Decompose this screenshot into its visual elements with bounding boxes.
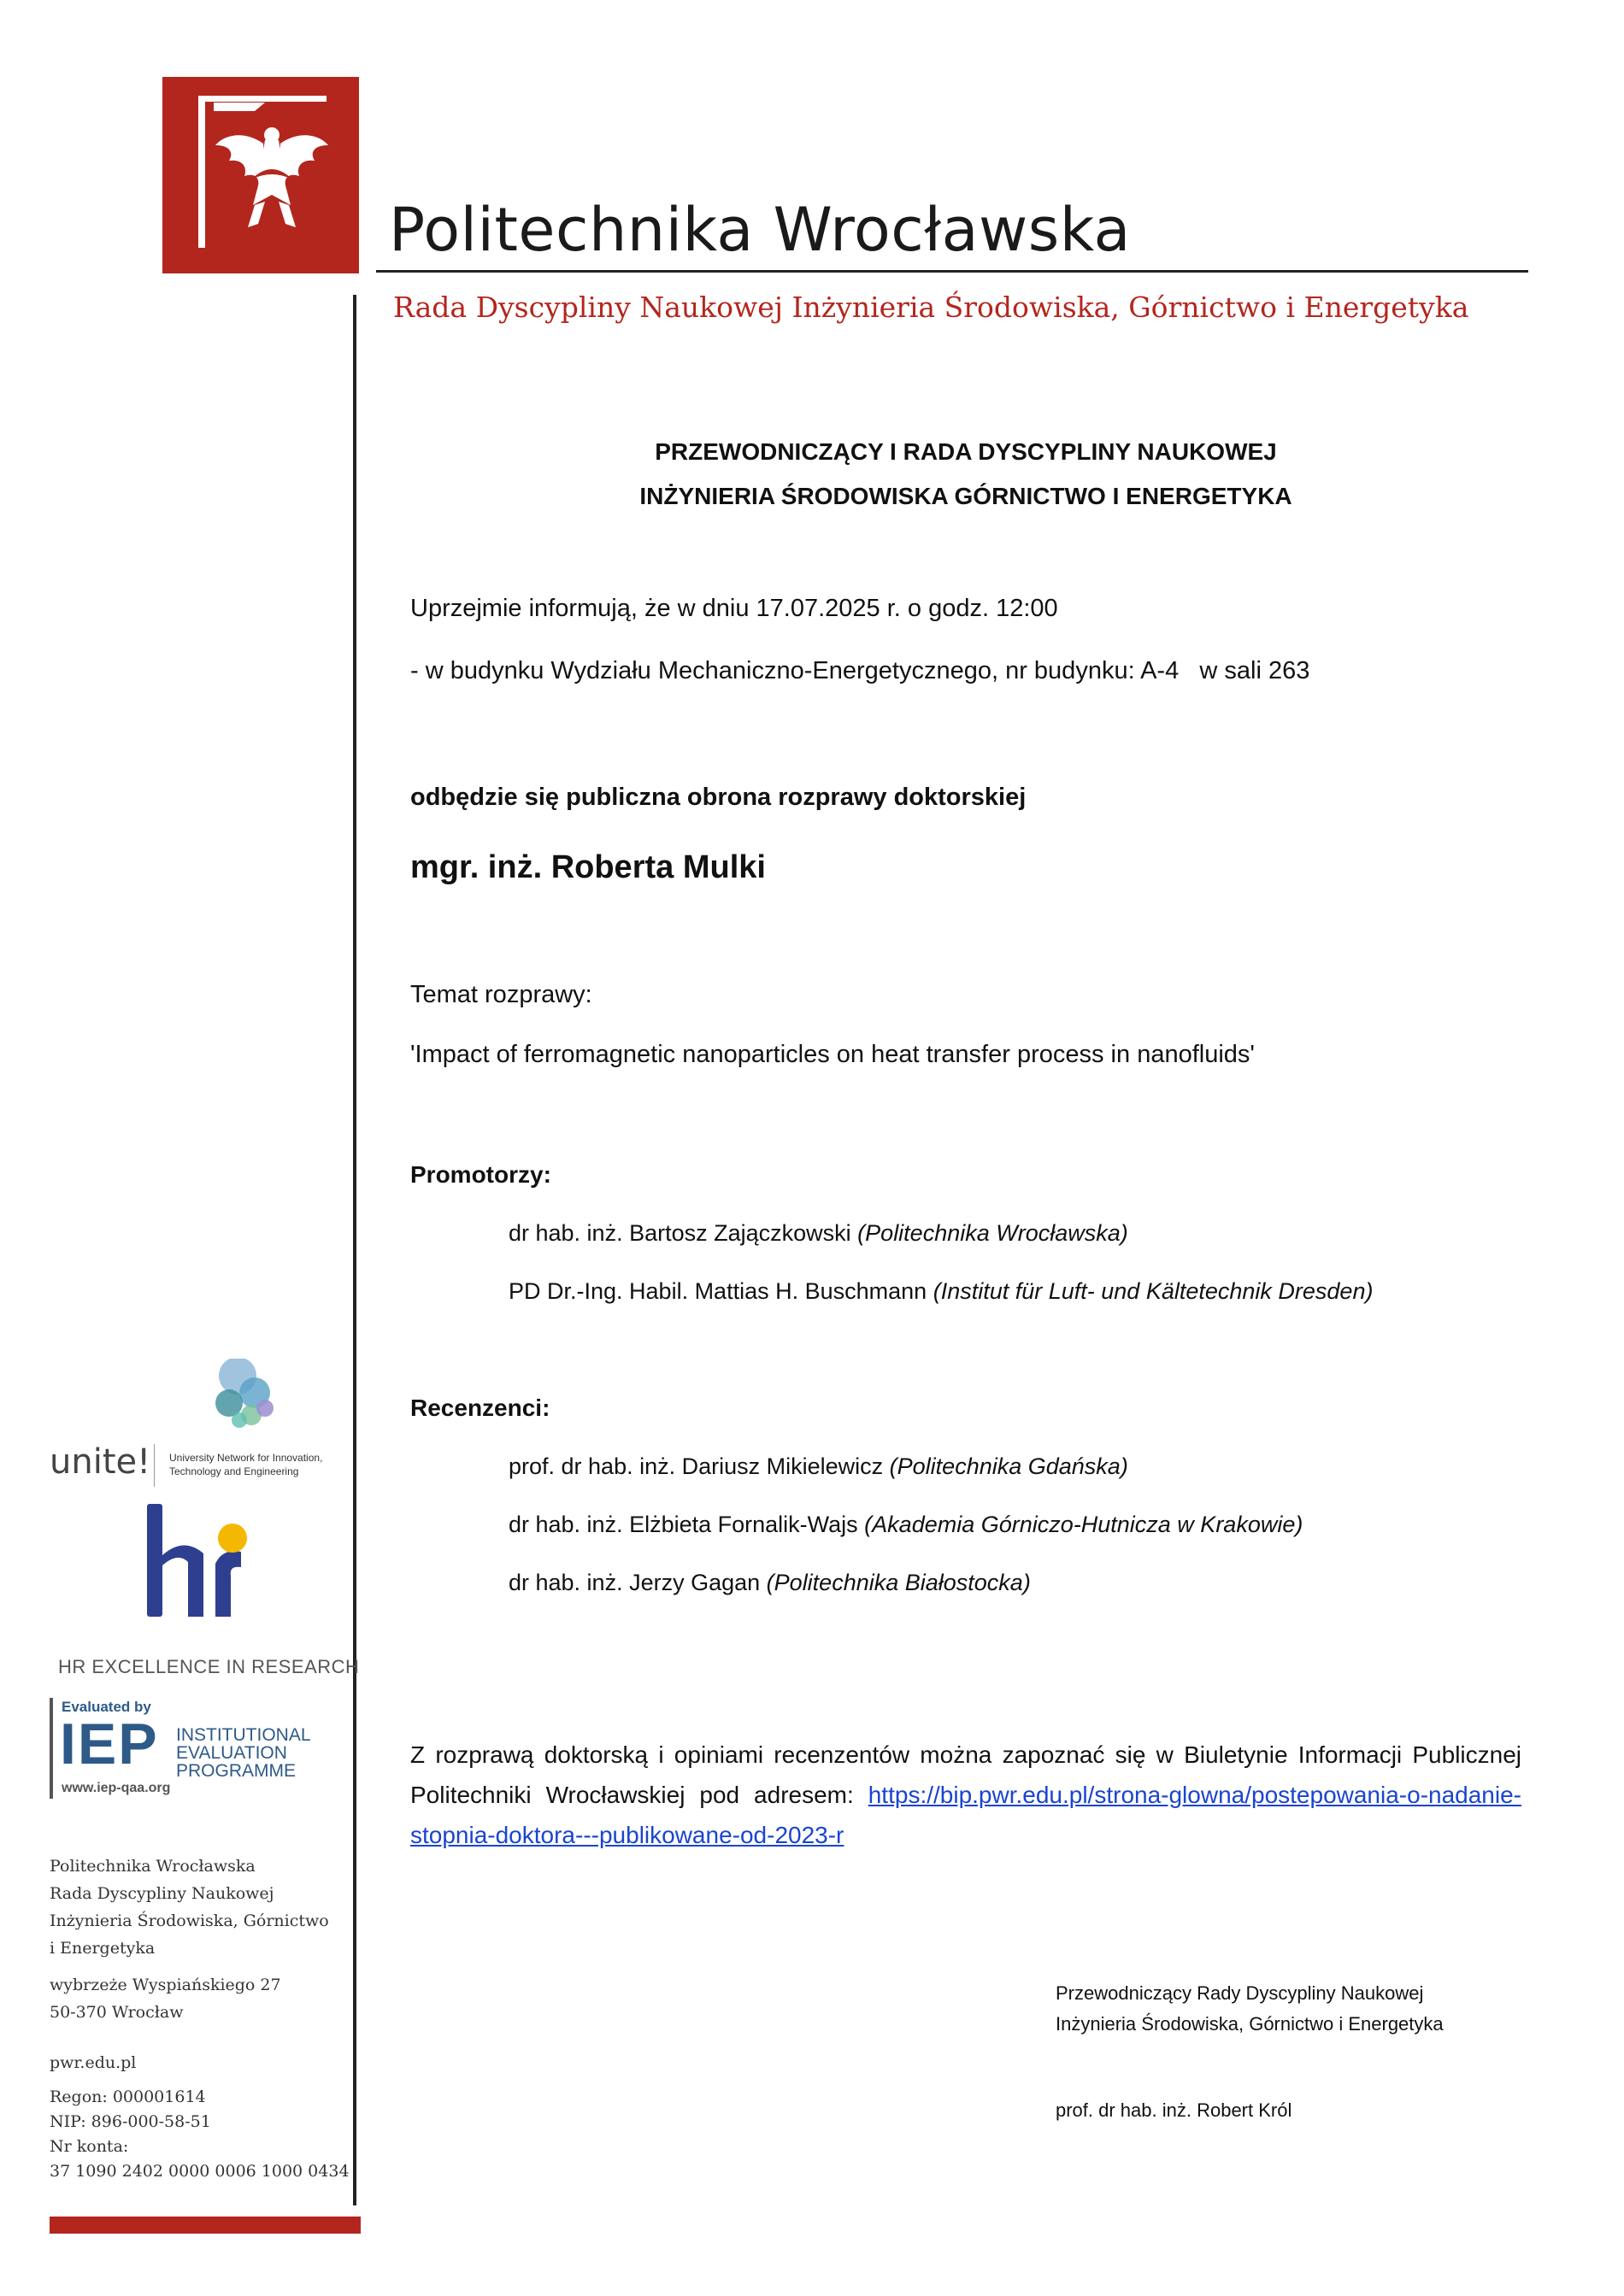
closing-paragraph	[410, 1735, 1521, 1855]
promoter-item	[509, 1276, 1373, 1307]
document-heading	[410, 430, 1521, 519]
reviewer-item	[509, 1567, 1031, 1598]
promoter-affiliation: (Politechnika Wrocławska)	[857, 1220, 1128, 1246]
iep-frame	[50, 1698, 53, 1799]
signer-title-line-2: Inżynieria Środowiska, Górnictwo i Energetyka	[1056, 2013, 1444, 2035]
address-org-line-1: Politechnika Wrocławska	[50, 1857, 256, 1876]
unite-description	[169, 1451, 357, 1478]
signer-title-line-1: Przewodniczący Rady Dyscypliny Naukowej	[1056, 1982, 1424, 2004]
announcement-location: - w budynku Wydziału Mechaniczno-Energetycznego, nr budynku: A-4 w sali 263	[410, 657, 1310, 684]
heading-line-1: PRZEWODNICZĄCY I RADA DYSCYPLINY NAUKOWEJ	[655, 438, 1277, 465]
promoter-item	[509, 1218, 1128, 1248]
unite-desc-line-2: Technology and Engineering	[169, 1465, 299, 1477]
candidate-name: mgr. inż. Roberta Mulki	[410, 849, 766, 885]
signer-title	[1056, 1978, 1444, 2040]
promoter-name: dr hab. inż. Bartosz Zajączkowski	[509, 1220, 851, 1246]
reviewer-affiliation: (Politechnika Białostocka)	[766, 1570, 1031, 1595]
council-name: Rada Dyscypliny Naukowej Inżynieria Środowiska, Górnictwo i Energetyka	[393, 291, 1469, 324]
address-org-line-3: Inżynieria Środowiska, Górnictwo	[50, 1911, 329, 1930]
reviewer-affiliation: (Politechnika Gdańska)	[889, 1453, 1128, 1479]
address-street: wybrzeże Wyspiańskiego 27	[50, 1976, 281, 1994]
address-city: 50-370 Wrocław	[50, 2003, 184, 2022]
closing-text: Z rozprawą doktorską i opiniami recenzentów można zapoznać się w Biuletynie Informacji Publicznej Politechniki Wrocławskiej pod adresem:	[410, 1741, 1521, 1808]
address-nip: NIP: 896-000-58-51	[50, 2112, 211, 2131]
announcement-date: Uprzejmie informują, że w dniu 17.07.2025 r. o godz. 12:00	[410, 595, 1058, 622]
topic-label: Temat rozprawy:	[410, 981, 592, 1008]
reviewers-heading: Recenzenci:	[410, 1395, 550, 1421]
address-website: pwr.edu.pl	[50, 2053, 137, 2072]
promoter-name: PD Dr.-Ing. Habil. Mattias H. Buschmann	[509, 1278, 927, 1304]
defense-statement: odbędzie się publiczna obrona rozprawy doktorskiej	[410, 784, 1027, 811]
bip-link[interactable]: https://bip.pwr.edu.pl/strona-glowna/postepowania-o-nadanie-stopnia-doktora---publikowane-od-2023-r	[410, 1782, 1521, 1848]
promoter-affiliation: (Institut für Luft- und Kältetechnik Dresden)	[933, 1278, 1374, 1304]
reviewer-name: dr hab. inż. Elżbieta Fornalik-Wajs	[509, 1512, 858, 1537]
iep-programme-name	[176, 1726, 311, 1780]
reviewer-affiliation: (Akademia Górniczo-Hutnicza w Krakowie)	[864, 1512, 1303, 1537]
reviewer-name: dr hab. inż. Jerzy Gagan	[509, 1570, 761, 1595]
iep-url: www.iep-qaa.org	[62, 1781, 171, 1795]
iep-evaluated-label: Evaluated by	[62, 1699, 151, 1715]
hr-caption: HR EXCELLENCE IN RESEARCH	[58, 1656, 360, 1677]
reviewer-name: prof. dr hab. inż. Dariusz Mikielewicz	[509, 1453, 884, 1479]
address-regon: Regon: 000001614	[50, 2088, 206, 2106]
iep-line-2: EVALUATION	[176, 1743, 287, 1763]
university-logo	[162, 77, 359, 273]
iep-line-3: PROGRAMME	[176, 1761, 297, 1781]
address-account: 37 1090 2402 0000 0006 1000 0434	[50, 2162, 350, 2181]
address-identifiers	[50, 2085, 350, 2184]
unite-desc-line-1: University Network for Innovation,	[169, 1452, 323, 1464]
header-divider	[376, 270, 1528, 273]
address-street-block	[50, 1971, 281, 2026]
signer-name: prof. dr hab. inż. Robert Król	[1056, 2099, 1292, 2121]
topic-title: 'Impact of ferromagnetic nanoparticles on heat transfer process in nanofluids'	[410, 1041, 1255, 1068]
eagle-emblem-icon	[162, 77, 359, 273]
hr-excellence-icon	[137, 1504, 256, 1624]
address-account-label: Nr konta:	[50, 2137, 129, 2156]
address-org-line-4: i Energetyka	[50, 1939, 156, 1958]
address-org-line-2: Rada Dyscypliny Naukowej	[50, 1884, 274, 1903]
iep-acronym: IEP	[60, 1712, 159, 1776]
iep-line-1: INSTITUTIONAL	[176, 1725, 311, 1745]
vertical-divider	[353, 295, 356, 2205]
address-organization	[50, 1853, 329, 1962]
unite-separator	[154, 1444, 155, 1487]
promoters-heading: Promotorzy:	[410, 1161, 551, 1188]
unite-wordmark: unite!	[50, 1442, 151, 1482]
university-name: Politechnika Wrocławska	[389, 195, 1131, 265]
footer-accent-bar	[50, 2217, 361, 2234]
reviewer-item	[509, 1451, 1128, 1482]
reviewer-item	[509, 1509, 1303, 1540]
heading-line-2: INŻYNIERIA ŚRODOWISKA GÓRNICTWO I ENERGETYKA	[639, 483, 1292, 509]
